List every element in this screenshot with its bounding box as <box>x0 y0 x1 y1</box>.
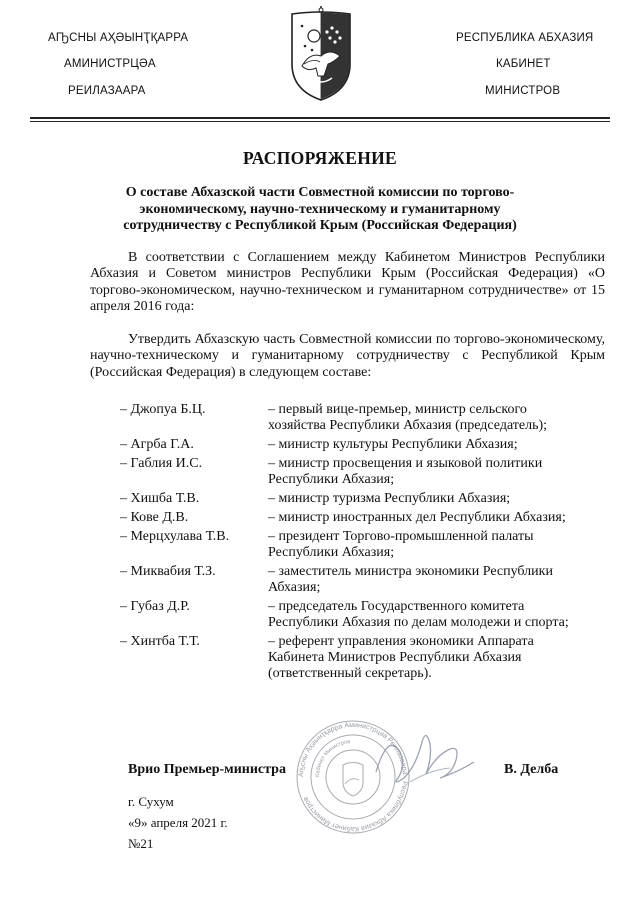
member-name: – Агрба Г.А. <box>120 437 194 453</box>
member-role: – министр просвещения и языковой политики Республики Абхазия; <box>268 455 543 488</box>
signatory-title: Врио Премьер-министра <box>128 762 286 777</box>
document-number: №21 <box>128 836 154 851</box>
member-row <box>120 564 590 597</box>
member-row <box>120 599 590 632</box>
member-role: – президент Торгово-промышленной палаты Республики Абхазия; <box>268 528 534 560</box>
signatory-name: В. Делба <box>504 762 559 777</box>
member-role: – председатель Государственного комитета Республики Абхазия по делам молодежи и спорта; <box>268 598 569 631</box>
member-role: – министр культуры Республики Абхазия; <box>268 437 518 453</box>
document-type-title: РАСПОРЯЖЕНИЕ <box>242 148 397 168</box>
member-name: – Габлия И.С. <box>120 455 203 471</box>
member-name: – Хишба Т.В. <box>120 490 200 506</box>
paragraph-resolution: Утвердить Абхазскую часть Совместной комиссии по торгово-экономическому, научно-техническому и гуманитарному сотрудничеству с Республикой Крым (Российская Федерация) в следующем составе: <box>90 332 605 380</box>
handwritten-signature <box>370 722 480 792</box>
paragraph-preamble: В соответствии с Соглашением между Кабинетом Министров Республики Абхазия и Советом министров Республики Крым (Российская Федерация) «О торгово-экономическом, научно-техническом и гуманитарном сотрудничестве» от 15 апреля 2016 года: <box>90 250 605 314</box>
header-left-line-1: АҦСНЫ АҲӘЫНҬҚАРРА <box>48 32 189 44</box>
member-row <box>120 491 590 507</box>
header-rule-thin <box>30 121 610 122</box>
coat-of-arms-emblem <box>290 6 352 102</box>
header-right-line-1: РЕСПУБЛИКА АБХАЗИЯ <box>456 32 594 44</box>
header-left-line-2: АМИНИСТРЦӘА <box>64 58 156 70</box>
header-rule-thick <box>30 117 610 119</box>
member-role: – референт управления экономики Аппарата Кабинета Министров Республики Абхазия (ответственный секретарь). <box>268 633 534 682</box>
member-name: – Джопуа Б.Ц. <box>120 402 206 417</box>
member-name: – Губаз Д.Р. <box>120 598 190 614</box>
member-name: – Миквабия Т.З. <box>120 563 216 579</box>
member-role: – министр иностранных дел Республики Абхазия; <box>268 509 566 525</box>
member-row <box>120 510 590 526</box>
document-date: «9» апреля 2021 г. <box>128 815 228 830</box>
member-row <box>120 437 590 453</box>
member-name: – Кове Д.В. <box>120 509 189 525</box>
members-list <box>120 402 590 685</box>
member-row <box>120 402 590 435</box>
member-role: – первый вице-премьер, министр сельского хозяйства Республики Абхазия (председатель); <box>268 402 548 434</box>
header-right-line-3: МИНИСТРОВ <box>485 85 561 97</box>
member-row <box>120 634 590 683</box>
member-name: – Мерцхулава Т.В. <box>120 528 230 544</box>
member-role: – министр туризма Республики Абхазия; <box>268 490 511 506</box>
svg-text:Аҧсны Аҳәынҭқарра Аминистрцәа: Аҧсны Аҳәынҭқарра Аминистрцәа Реилазаара · Республика Абхазия Кабинет Министров <box>297 721 409 833</box>
svg-text:Кабинет Министров: Кабинет Министров <box>314 739 351 778</box>
member-row <box>120 529 590 562</box>
header-left-line-3: РЕИЛАЗААРА <box>68 85 146 97</box>
member-row <box>120 456 590 489</box>
member-role: – заместитель министра экономики Республики Абхазия; <box>268 563 553 595</box>
member-name: – Хинтба Т.Т. <box>120 633 200 649</box>
document-subject: О составе Абхазской части Совместной комиссии по торгово-экономическому, научно-техническому и гуманитарному сотрудничеству с Республикой Крым (Российская Федерация) <box>123 185 517 233</box>
document-place: г. Сухум <box>128 794 174 809</box>
header-right-line-2: КАБИНЕТ <box>496 58 551 70</box>
